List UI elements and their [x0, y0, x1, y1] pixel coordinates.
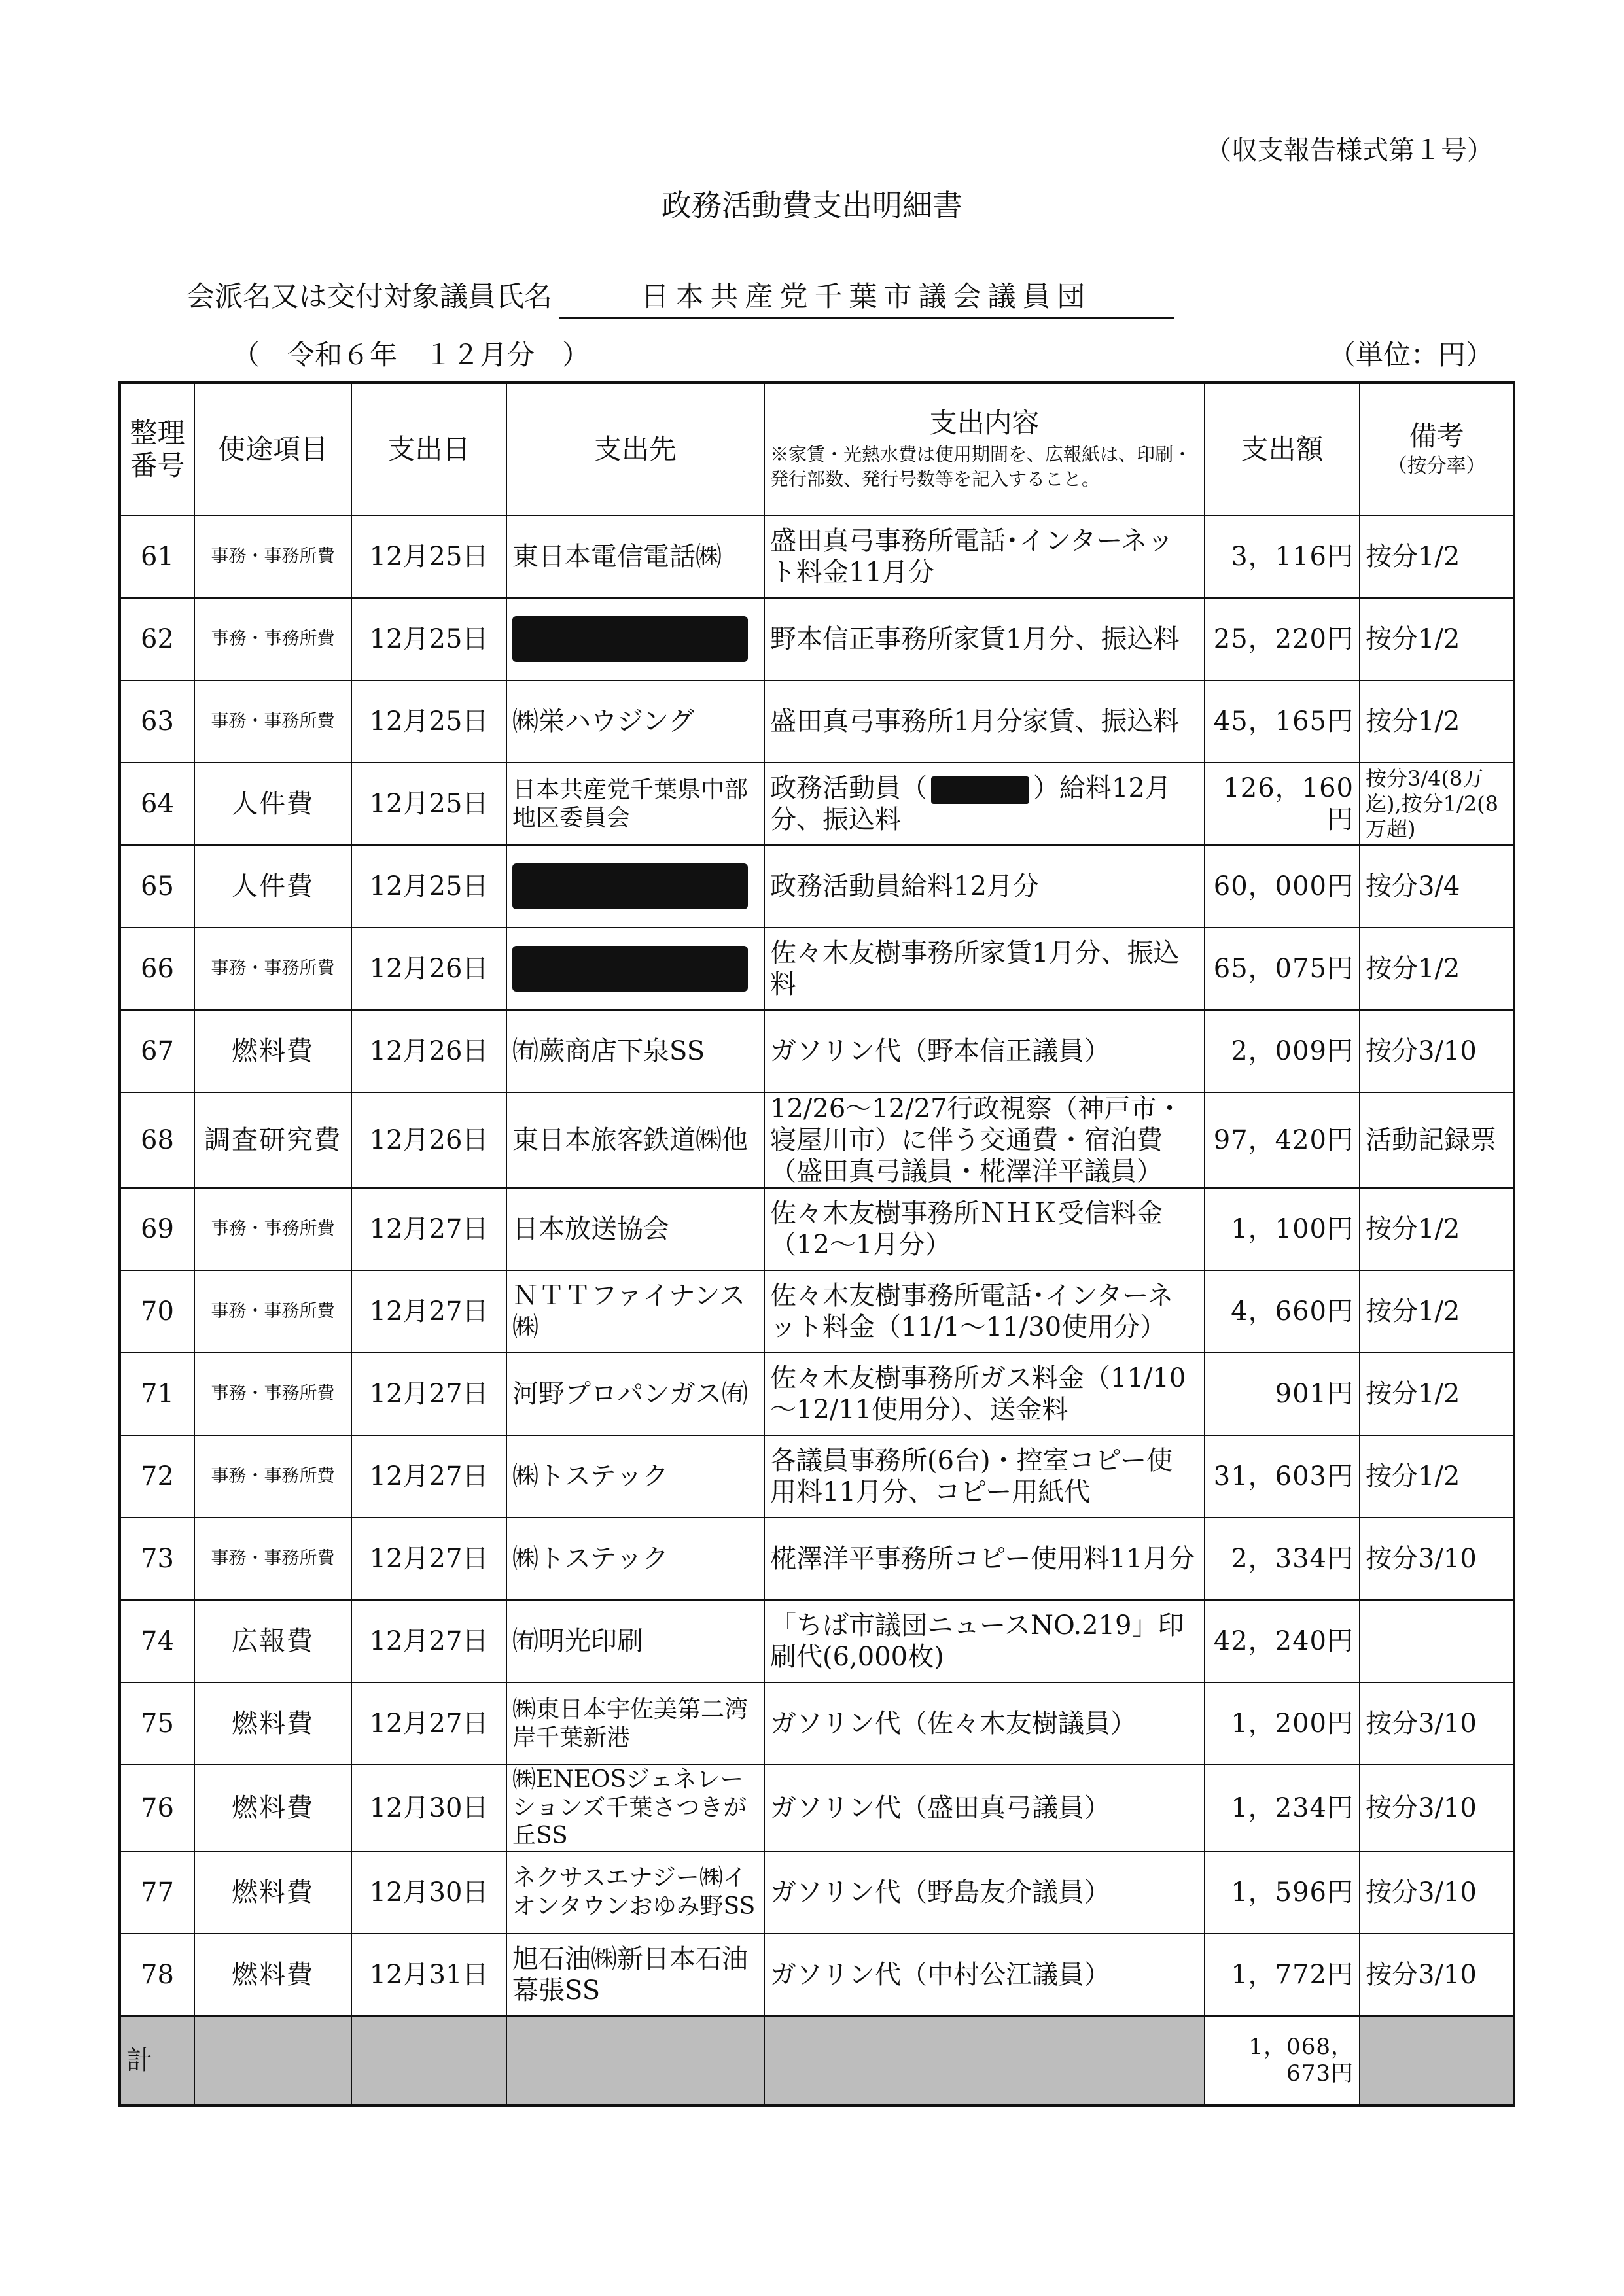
table-row — [120, 1353, 1514, 1435]
row-amount: 25，220円 — [1205, 598, 1360, 680]
row-amount: 3，116円 — [1205, 515, 1360, 598]
header-remarks — [1360, 383, 1514, 515]
row-category: 事務・事務所費 — [194, 515, 351, 598]
row-remarks: 按分1/2 — [1360, 1353, 1514, 1435]
row-date: 12月27日 — [351, 1188, 506, 1270]
redaction-block — [931, 776, 1029, 804]
row-number: 66 — [120, 928, 194, 1010]
row-payee: ＮＴＴファイナンス㈱ — [506, 1270, 764, 1353]
row-description: 政務活動員給料12月分 — [764, 845, 1205, 928]
row-category: 人件費 — [194, 845, 351, 928]
row-amount: 45，165円 — [1205, 680, 1360, 763]
row-category: 燃料費 — [194, 1010, 351, 1092]
row-number: 65 — [120, 845, 194, 928]
row-description: 12/26～12/27行政視察（神戸市・寝屋川市）に伴う交通費・宿泊費（盛田真弓議員・椛澤洋平議員） — [764, 1092, 1205, 1188]
unit-label: （単位：円） — [1328, 339, 1493, 371]
row-remarks: 按分1/2 — [1360, 680, 1514, 763]
row-remarks: 按分1/2 — [1360, 1270, 1514, 1353]
row-date: 12月26日 — [351, 928, 506, 1010]
row-date: 12月27日 — [351, 1518, 506, 1600]
row-remarks — [1360, 1600, 1514, 1682]
row-category: 燃料費 — [194, 1682, 351, 1765]
table-row — [120, 1435, 1514, 1518]
row-category: 広報費 — [194, 1600, 351, 1682]
row-date: 12月27日 — [351, 1435, 506, 1518]
document-title: 政務活動費支出明細書 — [662, 188, 962, 223]
row-number: 71 — [120, 1353, 194, 1435]
header-remarks-title: 備考 — [1409, 420, 1464, 453]
row-date: 12月25日 — [351, 515, 506, 598]
row-remarks: 按分3/10 — [1360, 1010, 1514, 1092]
row-description: 佐々木友樹事務所家賃1月分、振込料 — [764, 928, 1205, 1010]
table-header-row — [120, 383, 1514, 515]
row-date: 12月31日 — [351, 1934, 506, 2016]
row-number: 78 — [120, 1934, 194, 2016]
row-category: 事務・事務所費 — [194, 680, 351, 763]
row-amount: 42，240円 — [1205, 1600, 1360, 1682]
header-category: 使途項目 — [194, 383, 351, 515]
row-description: 佐々木友樹事務所ＮＨＫ受信料金（12～1月分） — [764, 1188, 1205, 1270]
row-category: 燃料費 — [194, 1934, 351, 2016]
row-number: 61 — [120, 515, 194, 598]
table-row — [120, 1765, 1514, 1851]
row-payee: ㈲明光印刷 — [506, 1600, 764, 1682]
row-number: 73 — [120, 1518, 194, 1600]
row-payee: ㈱東日本宇佐美第二湾岸千葉新港 — [506, 1682, 764, 1765]
table-row — [120, 928, 1514, 1010]
row-number: 77 — [120, 1851, 194, 1934]
table-row — [120, 1934, 1514, 2016]
row-amount: 1，596円 — [1205, 1851, 1360, 1934]
row-description: ガソリン代（野本信正議員） — [764, 1010, 1205, 1092]
redaction-block — [512, 616, 748, 662]
header-amount: 支出額 — [1205, 383, 1360, 515]
row-payee: ネクサスエナジー㈱イオンタウンおゆみ野SS — [506, 1851, 764, 1934]
header-content-note: ※家賃・光熱水費は使用期間を、広報紙は、印刷・発行部数、発行号数等を記入すること。 — [770, 444, 1192, 491]
row-amount: 901円 — [1205, 1353, 1360, 1435]
row-description: 椛澤洋平事務所コピー使用料11月分 — [764, 1518, 1205, 1600]
row-category: 事務・事務所費 — [194, 1435, 351, 1518]
row-description: 佐々木友樹事務所電話･インターネット料金（11/1～11/30使用分） — [764, 1270, 1205, 1353]
row-remarks: 按分3/10 — [1360, 1682, 1514, 1765]
table-row — [120, 1092, 1514, 1188]
row-amount: 4，660円 — [1205, 1270, 1360, 1353]
row-category: 事務・事務所費 — [194, 1518, 351, 1600]
row-category: 燃料費 — [194, 1851, 351, 1934]
row-description: 各議員事務所(6台)・控室コピー使用料11月分、コピー用紙代 — [764, 1435, 1205, 1518]
row-amount: 1，234円 — [1205, 1765, 1360, 1851]
row-description: 盛田真弓事務所1月分家賃、振込料 — [764, 680, 1205, 763]
row-remarks: 按分1/2 — [1360, 1435, 1514, 1518]
row-payee: ㈱トステック — [506, 1435, 764, 1518]
redaction-block — [512, 863, 748, 909]
row-payee: 河野プロパンガス㈲ — [506, 1353, 764, 1435]
row-remarks: 按分3/4 — [1360, 845, 1514, 928]
total-empty-cell — [351, 2016, 506, 2106]
row-amount: 126，160円 — [1205, 763, 1360, 845]
row-description: 盛田真弓事務所電話･インターネット料金11月分 — [764, 515, 1205, 598]
row-date: 12月27日 — [351, 1682, 506, 1765]
row-payee: ㈱トステック — [506, 1518, 764, 1600]
row-date: 12月27日 — [351, 1353, 506, 1435]
row-date: 12月30日 — [351, 1765, 506, 1851]
faction-name: 日本共産党千葉市議会議員団 — [559, 275, 1174, 319]
row-remarks: 按分1/2 — [1360, 928, 1514, 1010]
faction-line — [186, 275, 1174, 319]
row-number: 74 — [120, 1600, 194, 1682]
table-row — [120, 1188, 1514, 1270]
row-payee: 東日本電信電話㈱ — [506, 515, 764, 598]
row-remarks: 按分3/10 — [1360, 1934, 1514, 2016]
row-date: 12月26日 — [351, 1092, 506, 1188]
row-number: 69 — [120, 1188, 194, 1270]
row-amount: 60，000円 — [1205, 845, 1360, 928]
period: （ 令和６年 １２月分 ） — [232, 339, 590, 371]
row-payee: 日本放送協会 — [506, 1188, 764, 1270]
row-remarks: 按分1/2 — [1360, 1188, 1514, 1270]
row-description: 野本信正事務所家賃1月分、振込料 — [764, 598, 1205, 680]
row-date: 12月26日 — [351, 1010, 506, 1092]
table-row — [120, 1270, 1514, 1353]
row-remarks: 按分3/4(8万迄),按分1/2(8万超) — [1360, 763, 1514, 845]
row-number: 64 — [120, 763, 194, 845]
row-category: 事務・事務所費 — [194, 928, 351, 1010]
total-row — [120, 2016, 1514, 2106]
row-amount: 1，772円 — [1205, 1934, 1360, 2016]
row-description: ガソリン代（佐々木友樹議員） — [764, 1682, 1205, 1765]
total-empty-cell — [764, 2016, 1205, 2106]
table-row — [120, 1682, 1514, 1765]
table-row — [120, 1518, 1514, 1600]
row-description-part: ）給料12月分、振込料 — [770, 773, 1171, 835]
table-row — [120, 598, 1514, 680]
header-content-title: 支出内容 — [929, 407, 1040, 439]
row-amount: 65，075円 — [1205, 928, 1360, 1010]
row-date: 12月25日 — [351, 680, 506, 763]
row-remarks: 按分3/10 — [1360, 1851, 1514, 1934]
row-number: 67 — [120, 1010, 194, 1092]
row-payee: ㈲蕨商店下泉SS — [506, 1010, 764, 1092]
row-category: 事務・事務所費 — [194, 598, 351, 680]
row-description: 「ちば市議団ニュースNO.219」印刷代(6,000枚) — [764, 1600, 1205, 1682]
row-description: ガソリン代（野島友介議員） — [764, 1851, 1205, 1934]
row-amount: 97，420円 — [1205, 1092, 1360, 1188]
row-number: 72 — [120, 1435, 194, 1518]
row-category: 事務・事務所費 — [194, 1353, 351, 1435]
row-payee: 東日本旅客鉄道㈱他 — [506, 1092, 764, 1188]
row-date: 12月25日 — [351, 763, 506, 845]
row-category: 事務・事務所費 — [194, 1188, 351, 1270]
row-date: 12月25日 — [351, 845, 506, 928]
header-payee: 支出先 — [506, 383, 764, 515]
redaction-block — [512, 946, 748, 992]
table-row — [120, 763, 1514, 845]
row-amount: 31，603円 — [1205, 1435, 1360, 1518]
row-amount: 2，334円 — [1205, 1518, 1360, 1600]
row-category: 人件費 — [194, 763, 351, 845]
row-description-part: 政務活動員（ — [770, 773, 927, 803]
row-date: 12月25日 — [351, 598, 506, 680]
total-label: 計 — [120, 2016, 194, 2106]
header-content — [764, 383, 1205, 515]
row-remarks: 按分1/2 — [1360, 598, 1514, 680]
table-row — [120, 1010, 1514, 1092]
row-date: 12月27日 — [351, 1270, 506, 1353]
row-number: 62 — [120, 598, 194, 680]
row-payee — [506, 845, 764, 928]
table-row — [120, 845, 1514, 928]
row-amount: 2，009円 — [1205, 1010, 1360, 1092]
table-row — [120, 1600, 1514, 1682]
row-payee: ㈱ENEOSジェネレーションズ千葉さつきが丘SS — [506, 1765, 764, 1851]
row-remarks: 按分3/10 — [1360, 1765, 1514, 1851]
row-number: 68 — [120, 1092, 194, 1188]
expenditure-table — [118, 381, 1515, 2107]
row-number: 76 — [120, 1765, 194, 1851]
row-number: 63 — [120, 680, 194, 763]
row-remarks: 按分3/10 — [1360, 1518, 1514, 1600]
row-payee — [506, 928, 764, 1010]
total-empty-cell — [506, 2016, 764, 2106]
faction-label: 会派名又は交付対象議員氏名 — [186, 281, 552, 313]
row-number: 70 — [120, 1270, 194, 1353]
row-description: 佐々木友樹事務所ガス料金（11/10～12/11使用分）、送金料 — [764, 1353, 1205, 1435]
table-row — [120, 1851, 1514, 1934]
table-row — [120, 515, 1514, 598]
row-description: ガソリン代（盛田真弓議員） — [764, 1765, 1205, 1851]
header-date: 支出日 — [351, 383, 506, 515]
row-remarks: 活動記録票 — [1360, 1092, 1514, 1188]
row-category: 調査研究費 — [194, 1092, 351, 1188]
row-payee: 旭石油㈱新日本石油幕張SS — [506, 1934, 764, 2016]
row-number: 75 — [120, 1682, 194, 1765]
total-empty-cell — [194, 2016, 351, 2106]
row-payee: ㈱栄ハウジング — [506, 680, 764, 763]
row-category: 事務・事務所費 — [194, 1270, 351, 1353]
row-category: 燃料費 — [194, 1765, 351, 1851]
form-number: （収支報告様式第１号） — [1205, 135, 1493, 165]
row-description — [764, 763, 1205, 845]
header-remarks-sub: （按分率） — [1387, 454, 1486, 478]
row-payee: 日本共産党千葉県中部地区委員会 — [506, 763, 764, 845]
row-amount: 1，200円 — [1205, 1682, 1360, 1765]
row-description: ガソリン代（中村公江議員） — [764, 1934, 1205, 2016]
row-payee — [506, 598, 764, 680]
header-no: 整理番号 — [120, 383, 194, 515]
table-body — [120, 515, 1514, 2016]
row-remarks: 按分1/2 — [1360, 515, 1514, 598]
row-amount: 1，100円 — [1205, 1188, 1360, 1270]
total-amount: 1，068，673円 — [1205, 2016, 1360, 2106]
total-empty-cell — [1360, 2016, 1514, 2106]
row-date: 12月27日 — [351, 1600, 506, 1682]
row-date: 12月30日 — [351, 1851, 506, 1934]
table-row — [120, 680, 1514, 763]
